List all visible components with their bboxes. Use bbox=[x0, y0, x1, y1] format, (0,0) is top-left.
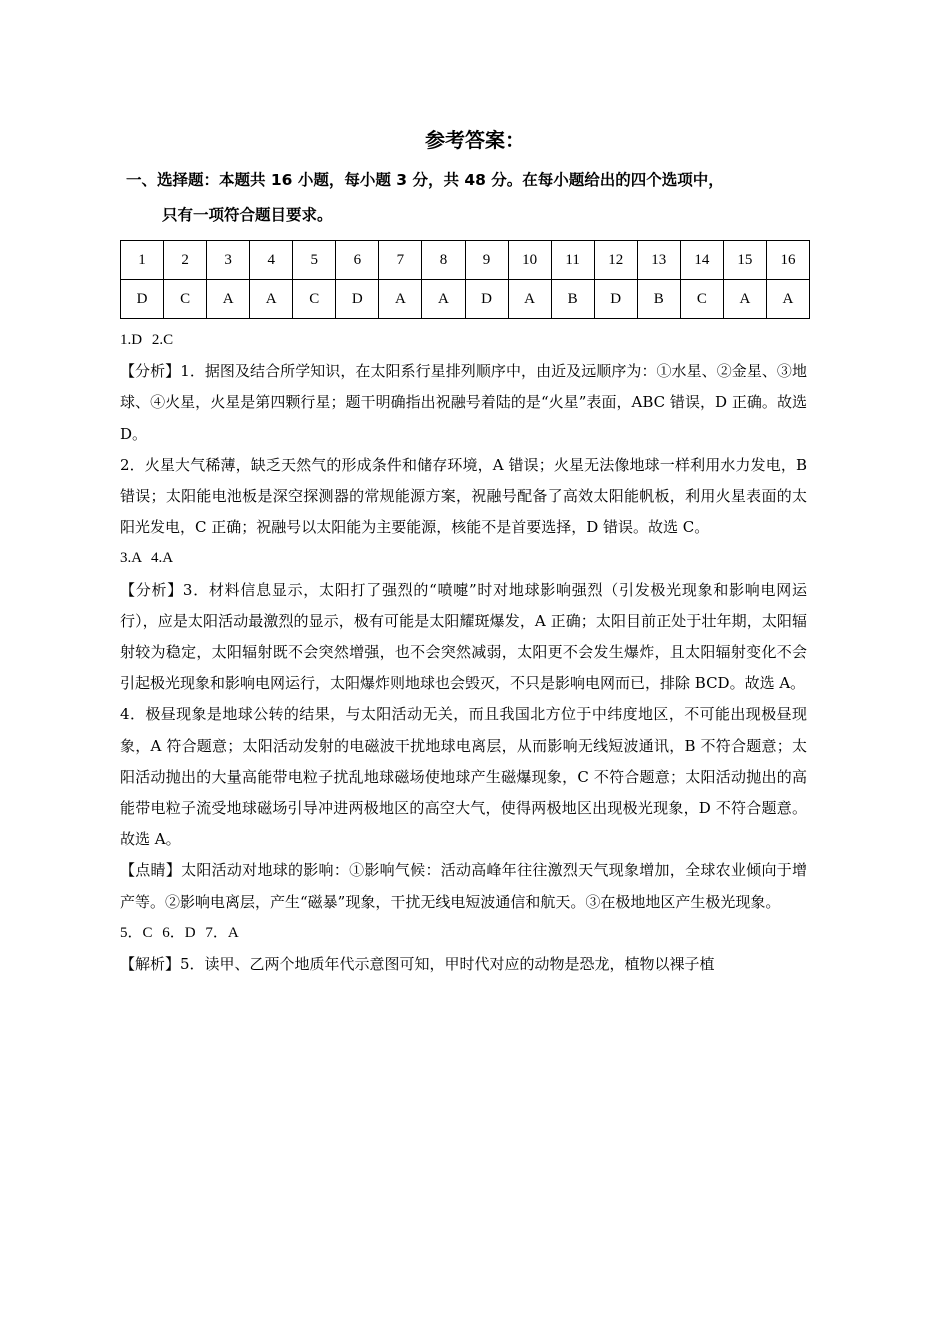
answer-cell: C bbox=[164, 280, 207, 319]
explanation-paragraph: 【分析】3．材料信息显示，太阳打了强烈的“喷嚏”时对地球影响强烈（引发极光现象和影响电网运行），应是太阳活动最激烈的显示，极有可能是太阳耀斑爆发，A 正确；太阳目前正处于壮年期，太阳辐射较为稳定，太阳辐射既不会突然增强，也不会突然减弱，太阳更不会发生爆炸，且太阳辐射变化不会引起极光现象和影响电网运行，太阳爆炸则地球也会毁灭，不只是影响电网而已，排除 BCD。故选 A。 bbox=[120, 580, 807, 693]
answer-summary-line: 3.A 4.A bbox=[120, 550, 174, 567]
question-number-cell: 2 bbox=[164, 241, 207, 280]
question-number-cell: 13 bbox=[637, 241, 680, 280]
section-heading-line1: 一、选择题：本题共 16 小题，每小题 3 分，共 48 分。在每小题给出的四个选项中， bbox=[126, 171, 724, 189]
answer-table bbox=[120, 240, 810, 319]
answer-cell: A bbox=[250, 280, 293, 319]
answer-summary-line: 1.D 2.C bbox=[120, 332, 174, 348]
question-number-cell: 7 bbox=[379, 241, 422, 280]
answer-page bbox=[120, 125, 807, 980]
section-heading-line2: 只有一项符合题目要求。 bbox=[162, 206, 333, 224]
question-number-cell: 10 bbox=[508, 241, 551, 280]
explanation-paragraph: 【点睛】太阳活动对地球的影响：①影响气候：活动高峰年往往激烈天气现象增加，全球农业倾向于增产等。②影响电离层，产生“磁暴”现象，干扰无线电短波通信和航天。③在极地地区产生极光现象。 bbox=[120, 861, 807, 911]
question-number-cell: 5 bbox=[293, 241, 336, 280]
question-number-cell: 16 bbox=[766, 241, 809, 280]
answer-cell: A bbox=[379, 280, 422, 319]
answer-table-number-row bbox=[121, 241, 810, 280]
question-number-cell: 12 bbox=[594, 241, 637, 280]
question-number-cell: 6 bbox=[336, 241, 379, 280]
question-number-cell: 3 bbox=[207, 241, 250, 280]
answer-cell: B bbox=[637, 280, 680, 319]
answer-cell: A bbox=[766, 280, 809, 319]
question-number-cell: 4 bbox=[250, 241, 293, 280]
explanation-paragraph: 4．极昼现象是地球公转的结果，与太阳活动无关，而且我国北方位于中纬度地区，不可能出现极昼现象，A 符合题意；太阳活动发射的电磁波干扰地球电离层，从而影响无线短波通讯，B 不符合题意；太阳活动抛出的大量高能带电粒子扰乱地球磁场使地球产生磁爆现象，C 不符合题意；太阳活动抛出的高能带电粒子流受地球磁场引导冲进两极地区的高空大气，使得两极地区出现极光现象，D 不符合题意。故选 A。 bbox=[120, 705, 807, 849]
answer-cell: D bbox=[121, 280, 164, 319]
question-number-cell: 1 bbox=[121, 241, 164, 280]
explanation-blocks bbox=[120, 325, 807, 980]
explanation-paragraph: 【解析】5．读甲、乙两个地质年代示意图可知，甲时代对应的动物是恐龙，植物以裸子植 bbox=[120, 955, 715, 974]
answer-cell: A bbox=[508, 280, 551, 319]
explanation-paragraph: 2．火星大气稀薄，缺乏天然气的形成条件和储存环境，A 错误；火星无法像地球一样利用水力发电，B 错误；太阳能电池板是深空探测器的常规能源方案，祝融号配备了高效太阳能帆板，利用火星表面的太阳光发电，C 正确；祝融号以太阳能为主要能源，核能不是首要选择，D 错误。故选 C。 bbox=[120, 455, 807, 537]
answer-cell: C bbox=[680, 280, 723, 319]
answer-cell: C bbox=[293, 280, 336, 319]
page-title: 参考答案： bbox=[425, 128, 525, 152]
answer-cell: A bbox=[207, 280, 250, 319]
explanation-paragraph: 【分析】1．据图及结合所学知识，在太阳系行星排列顺序中，由近及远顺序为：①水星、②金星、③地球、④火星，火星是第四颗行星；题干明确指出祝融号着陆的是“火星”表面，ABC 错误，D 正确。故选 D。 bbox=[120, 362, 807, 443]
question-number-cell: 9 bbox=[465, 241, 508, 280]
answer-cell: A bbox=[723, 280, 766, 319]
section-heading bbox=[126, 163, 807, 233]
answer-table-answer-row bbox=[121, 280, 810, 319]
answer-cell: B bbox=[551, 280, 594, 319]
question-number-cell: 8 bbox=[422, 241, 465, 280]
answer-cell: D bbox=[465, 280, 508, 319]
question-number-cell: 15 bbox=[723, 241, 766, 280]
question-number-cell: 11 bbox=[551, 241, 594, 280]
answer-cell: D bbox=[336, 280, 379, 319]
answer-cell: D bbox=[594, 280, 637, 319]
answer-summary-line: 5．C 6．D 7．A bbox=[120, 924, 239, 941]
question-number-cell: 14 bbox=[680, 241, 723, 280]
answer-cell: A bbox=[422, 280, 465, 319]
